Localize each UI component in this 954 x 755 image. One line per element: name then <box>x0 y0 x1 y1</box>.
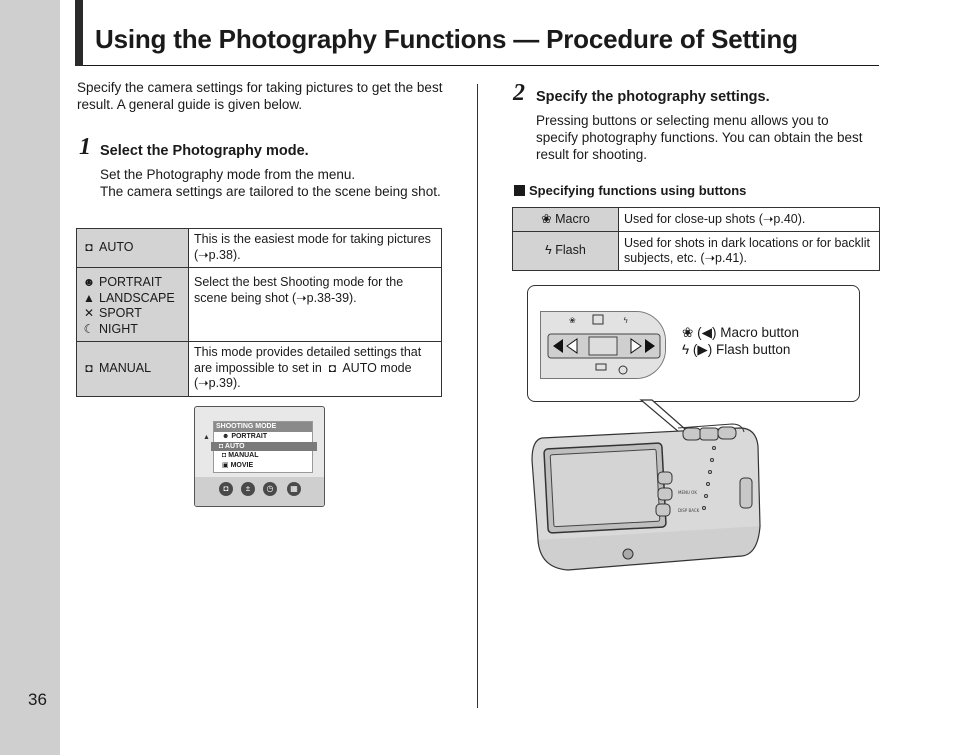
table-row <box>77 229 442 268</box>
macro-icon: ❀ <box>682 325 694 340</box>
lcd-menu-item-label: PORTRAIT <box>231 433 268 440</box>
step-2-body: Pressing buttons or selecting menu allows you to specify photography functions. You can obtain the best result for shooting. <box>536 113 863 162</box>
timer-icon: ◷ <box>263 482 277 496</box>
mode-label: MANUAL <box>99 361 152 376</box>
column-divider <box>477 84 478 708</box>
intro-text: Specify the camera settings for taking pictures to get the best result. A general guide is given below. <box>77 80 443 112</box>
table-row <box>513 232 880 271</box>
button-name: Flash <box>555 243 586 258</box>
sport-icon: ✕ <box>83 306 95 320</box>
buttons-table <box>512 207 880 271</box>
lcd-menu-item: ◘ MANUAL <box>222 452 259 459</box>
button-name-cell <box>513 232 619 271</box>
camera-icon: ◘ <box>328 360 336 375</box>
camera-icon: ◘ <box>85 240 93 255</box>
flash-button-label: Flash button <box>716 342 791 357</box>
flash-icon: ϟ <box>623 316 629 325</box>
button-description: Used for shots in dark locations or for backlit subjects, etc. (➝p.41). <box>619 232 880 271</box>
step-2-heading: Specify the photography settings. <box>536 89 770 105</box>
lcd-menu-title: SHOOTING MODE <box>214 422 312 432</box>
macro-button-label: Macro button <box>720 325 799 340</box>
buttons-section-heading-text: Specifying functions using buttons <box>529 183 747 198</box>
camera-back-illustration <box>528 398 768 574</box>
legend-macro: ❀ (◀) Macro button <box>682 325 799 340</box>
button-name: Macro <box>555 211 590 226</box>
mode-cell <box>77 229 189 268</box>
control-pad-closeup <box>540 311 666 379</box>
exposure-icon: ± <box>241 482 255 496</box>
mode-label: NIGHT <box>99 321 138 336</box>
lcd-menu-item: ▣ MOVIE <box>222 461 254 469</box>
lcd-menu-item-label: MOVIE <box>230 461 254 469</box>
flash-icon: ϟ <box>682 342 690 357</box>
setup-icon: ▦ <box>287 482 301 496</box>
mode-description-part-b: AUTO mode (➝p.39). <box>194 360 412 390</box>
lcd-menu-item-label: MANUAL <box>228 452 259 459</box>
mode-cell <box>77 342 189 397</box>
mode-label: SPORT <box>99 306 142 320</box>
macro-icon: ❀ <box>541 211 552 226</box>
button-description: Used for close-up shots (➝p.40). <box>619 208 880 232</box>
table-row <box>77 268 442 342</box>
buttons-section-heading <box>514 183 746 198</box>
lcd-menu-item-selected: ◘ AUTO <box>211 442 317 452</box>
mode-description <box>189 342 442 397</box>
mode-label: AUTO <box>99 240 134 255</box>
step-1-line-2: The camera settings are tailored to the scene being shot. <box>100 184 441 199</box>
flash-icon: ϟ <box>545 243 552 258</box>
step-2-number: 2 <box>513 80 525 106</box>
step-1-number: 1 <box>79 134 91 160</box>
step-1-body <box>100 166 445 200</box>
landscape-icon: ▲ <box>83 290 95 305</box>
portrait-icon: ☻ <box>82 275 96 289</box>
page-number: 36 <box>28 690 47 709</box>
menu-ok-label: MENU OK <box>678 490 697 495</box>
control-pad-drawing <box>541 312 666 379</box>
lcd-tab-bar <box>195 477 325 507</box>
mode-description: Select the best Shooting mode for the scene being shot (➝p.38-39). <box>189 268 442 342</box>
title-bar <box>75 0 879 66</box>
camera-icon: ◘ <box>85 361 93 376</box>
table-row <box>513 208 880 232</box>
night-icon: ☾ <box>83 321 95 336</box>
title-accent-bar <box>75 0 83 66</box>
page-title: Using the Photography Functions — Procedure of Setting <box>95 24 798 54</box>
button-name-cell <box>513 208 619 232</box>
lcd-menu-item: ☻ PORTRAIT <box>222 433 268 440</box>
callout-legend <box>682 324 799 358</box>
button-callout <box>527 285 860 402</box>
side-strip <box>0 0 60 755</box>
mode-cell <box>77 268 189 342</box>
left-arrow-icon: ◀ <box>701 325 712 340</box>
legend-flash: ϟ (▶) Flash button <box>682 342 791 357</box>
lcd-menu-illustration <box>194 406 325 507</box>
macro-icon: ❀ <box>569 316 576 325</box>
camera-icon: ◘ <box>219 482 233 496</box>
disp-back-label: DISP BACK <box>678 508 700 513</box>
modes-table <box>76 228 442 397</box>
mode-description: This is the easiest mode for taking pictures (➝p.38). <box>189 229 442 268</box>
right-arrow-icon: ▶ <box>697 342 708 357</box>
mode-description-part-a: This mode provides detailed settings that are impossible to set in <box>194 345 422 375</box>
step-1-line-1: Set the Photography mode from the menu. <box>100 167 356 182</box>
lcd-menu <box>213 421 313 473</box>
lcd-menu-item-label: AUTO <box>224 442 245 450</box>
table-row <box>77 342 442 397</box>
step-1-heading: Select the Photography mode. <box>100 143 309 159</box>
bullet-square-icon <box>514 185 525 196</box>
mode-label: PORTRAIT <box>99 275 162 289</box>
mode-label: LANDSCAPE <box>99 290 175 305</box>
up-arrow-icon: ▲ <box>203 434 210 441</box>
